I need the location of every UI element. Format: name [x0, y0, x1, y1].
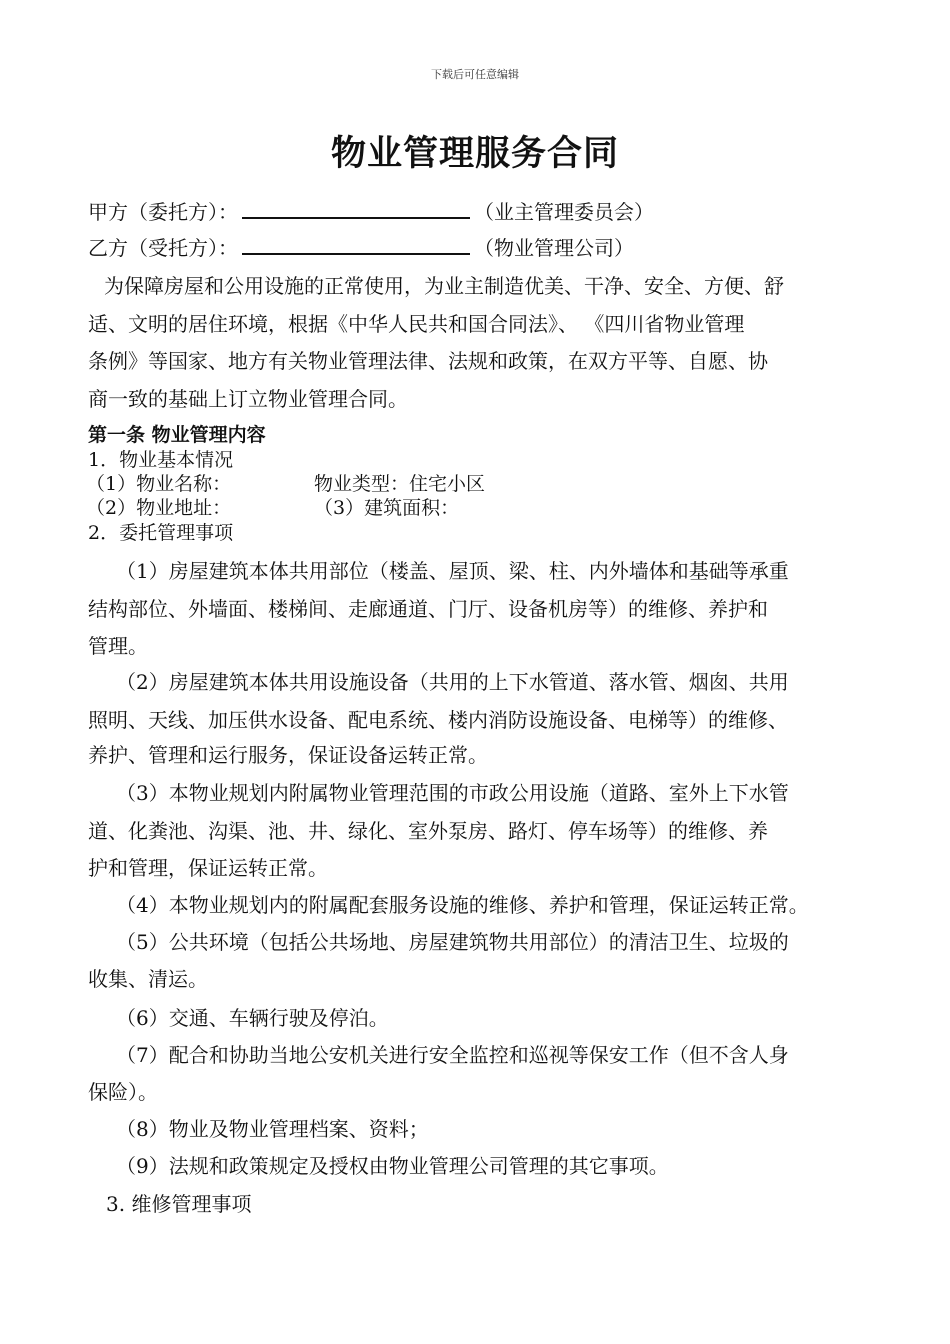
party-a-line	[88, 198, 654, 226]
paragraph-line: （2）房屋建筑本体共用设施设备（共用的上下水管道、落水管、烟囱、共用	[116, 670, 789, 694]
paragraph-line: （1）房屋建筑本体共用部位（楼盖、屋顶、梁、柱、内外墙体和基础等承重	[116, 559, 789, 583]
paragraph-line: 养护、管理和运行服务，保证设备运转正常。	[88, 743, 488, 767]
paragraph-line: （4）本物业规划内的附属配套服务设施的维修、养护和管理，保证运转正常。	[116, 893, 809, 917]
paragraph-line: 保险）。	[88, 1080, 158, 1104]
intro-line: 适、文明的居住环境，根据《中华人民共和国合同法》、 《四川省物业管理	[88, 312, 745, 336]
party-a-note: （业主管理委员会）	[474, 200, 654, 224]
property-address-row	[86, 496, 460, 520]
paragraph-line: （6）交通、车辆行驶及停泊。	[116, 1006, 389, 1030]
article-heading: 第一条 物业管理内容	[88, 424, 266, 446]
paragraph-line: （5）公共环境（包括公共场地、房屋建筑物共用部位）的清洁卫生、垃圾的	[116, 930, 789, 954]
header-note: 下载后可任意编辑	[431, 68, 519, 81]
paragraph-line: 收集、清运。	[88, 967, 208, 991]
intro-line: 条例》等国家、地方有关物业管理法律、法规和政策，在双方平等、自愿、协	[88, 349, 768, 373]
party-b-note: （物业管理公司）	[474, 236, 634, 260]
paragraph-line: 照明、天线、加压供水设备、配电系统、楼内消防设施设备、电梯等）的维修、	[88, 708, 788, 732]
intro-line: 为保障房屋和公用设施的正常使用，为业主制造优美、干净、安全、方便、舒	[104, 274, 784, 298]
property-name-row	[86, 472, 486, 496]
paragraph-line: 道、化粪池、沟渠、池、井、绿化、室外泵房、路灯、停车场等）的维修、养	[88, 819, 768, 843]
property-type-label: 物业类型：住宅小区	[314, 473, 486, 495]
paragraph-line: 管理。	[88, 634, 148, 658]
property-address-label: （2）物业地址：	[86, 497, 232, 519]
paragraph-line: （9）法规和政策规定及授权由物业管理公司管理的其它事项。	[116, 1154, 669, 1178]
property-area-label: （3）建筑面积：	[314, 497, 460, 519]
section-heading: 1．物业基本情况	[88, 449, 234, 471]
paragraph-line: （3）本物业规划内附属物业管理范围的市政公用设施（道路、室外上下水管	[116, 781, 789, 805]
party-b-label: 乙方（受托方）：	[88, 236, 238, 260]
section-heading: 3. 维修管理事项	[106, 1192, 252, 1216]
paragraph-line: （8）物业及物业管理档案、资料；	[116, 1117, 429, 1141]
paragraph-line: （7）配合和协助当地公安机关进行安全监控和巡视等保安工作（但不含人身	[116, 1043, 789, 1067]
page-title: 物业管理服务合同	[330, 134, 619, 174]
party-a-label: 甲方（委托方）：	[88, 200, 238, 224]
paragraph-line: 护和管理，保证运转正常。	[88, 856, 328, 880]
party-b-blank	[242, 235, 470, 255]
party-b-line	[88, 234, 634, 262]
intro-line: 商一致的基础上订立物业管理合同。	[88, 387, 408, 411]
section-heading: 2．委托管理事项	[88, 522, 234, 544]
party-a-blank	[242, 199, 470, 219]
paragraph-line: 结构部位、外墙面、楼梯间、走廊通道、门厅、设备机房等）的维修、养护和	[88, 597, 768, 621]
property-name-label: （1）物业名称：	[86, 473, 232, 495]
